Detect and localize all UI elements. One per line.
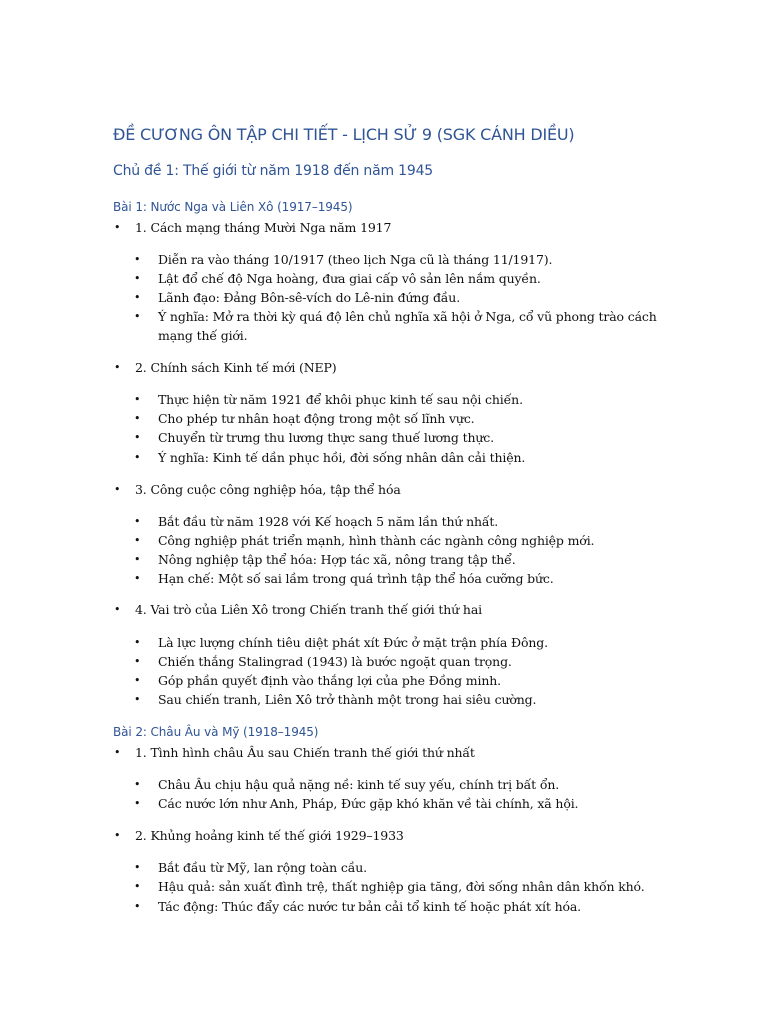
bullet-icon: • [134, 393, 141, 406]
bullet-icon: • [134, 291, 141, 304]
bullet-icon: • [134, 674, 141, 687]
bullet-icon: • [134, 534, 141, 547]
bullet-icon: • [134, 693, 141, 706]
bullet-icon: • [134, 655, 141, 668]
bullet-icon: • [134, 880, 141, 893]
bullet-icon: • [134, 431, 141, 444]
bullet-icon: • [134, 778, 141, 791]
bullet-icon: • [134, 797, 141, 810]
bullet-icon: • [114, 746, 121, 759]
bullet-icon: • [134, 412, 141, 425]
bullet-icon: • [114, 221, 121, 234]
bullet-icon: • [134, 253, 141, 266]
topic-heading: Chủ đề 1: Thế giới từ năm 1918 đến năm 1945 [113, 163, 433, 179]
bullet-icon: • [134, 515, 141, 528]
bullet-icon: • [114, 603, 121, 616]
bullet-icon: • [134, 636, 141, 649]
document-title: ĐỀ CƯƠNG ÔN TẬP CHI TIẾT - LỊCH SỬ 9 (SGK CÁNH DIỀU) [113, 125, 575, 144]
bullet-icon: • [134, 272, 141, 285]
document-page: ĐỀ CƯƠNG ÔN TẬP CHI TIẾT - LỊCH SỬ 9 (SGK CÁNH DIỀU) Chủ đề 1: Thế giới từ năm 1918 đến năm 1945 Bài 1: Nước Nga và Liên Xô (1917–1945) • 1. Cách mạng tháng Mười Nga năm 1917 • Diễn ra vào tháng 10/1917 (theo lịch Nga cũ là tháng 11/1917). • Lật đổ chế độ Nga hoàng, đưa giai cấp vô sản lên nắm quyền. • Lãnh đạo: Đảng Bôn-sê-vích do Lê-nin đứng đầu. • Ý nghĩa: Mở ra thời kỳ quá độ lên chủ nghĩa xã hội ở Nga, cổ vũ phong trào cách mạng thế giới. • 2. Chính sách Kinh tế mới (NEP) • Thực hiện từ năm 1921 để khôi phục kinh tế sau nội chiến. • Cho phép tư nhân hoạt động trong một số lĩnh vực. • Chuyển từ trưng thu lương thực sang thuế lương thực. • Ý nghĩa: Kinh tế dần phục hồi, đời sống nhân dân cải thiện. • 3. Công cuộc công nghiệp hóa, tập thể hóa • Bắt đầu từ năm 1928 với Kế hoạch 5 năm lần thứ nhất. • Công nghiệp phát triển mạnh, hình thành các ngành công nghiệp mới. • Nông nghiệp tập thể hóa: Hợp tác xã, nông trang tập thể. • Hạn chế: Một số sai lầm trong quá trình tập thể hóa cưỡng bức. • 4. Vai trò của Liên Xô trong Chiến tranh thế giới thứ hai • Là lực lượng chính tiêu diệt phát xít Đức ở mặt trận phía Đông. • Chiến thắng Stalingrad (1943) là bước ngoặt quan trọng. • Góp phần quyết định vào thắng lợi của phe Đồng minh. • Sau chiến tranh, Liên Xô trở thành một trong hai siêu cường. Bài 2: Châu Âu và Mỹ (1918–1945) • 1. Tình hình châu Âu sau Chiến tranh thế giới thứ nhất • Châu Âu chịu hậu quả nặng nề: kinh tế suy yếu, chính trị bất ổn. • Các nước lớn như Anh, Pháp, Đức gặp khó khăn về tài chính, xã hội. • 2. Khủng hoảng kinh tế thế giới 1929–1933 • Bắt đầu từ Mỹ, lan rộng toàn cầu. • Hậu quả: sản xuất đình trệ, thất nghiệp gia tăng, đời sống nhân dân khốn khó. • Tác động: Thúc đẩy các nước tư bản cải tổ kinh tế hoặc phát xít hóa. [113, 125, 657, 914]
bullet-icon: • [134, 451, 141, 464]
bullet-icon: • [134, 572, 141, 585]
lesson-2-title: Bài 2: Châu Âu và Mỹ (1918–1945) [113, 725, 319, 739]
lesson-1-title: Bài 1: Nước Nga và Liên Xô (1917–1945) [113, 200, 353, 214]
bullet-icon: • [134, 900, 141, 913]
bullet-icon: • [134, 553, 141, 566]
bullet-icon: • [134, 861, 141, 874]
bullet-icon: • [114, 829, 121, 842]
bullet-icon: • [134, 310, 141, 323]
bullet-icon: • [114, 483, 121, 496]
bullet-icon: • [114, 361, 121, 374]
